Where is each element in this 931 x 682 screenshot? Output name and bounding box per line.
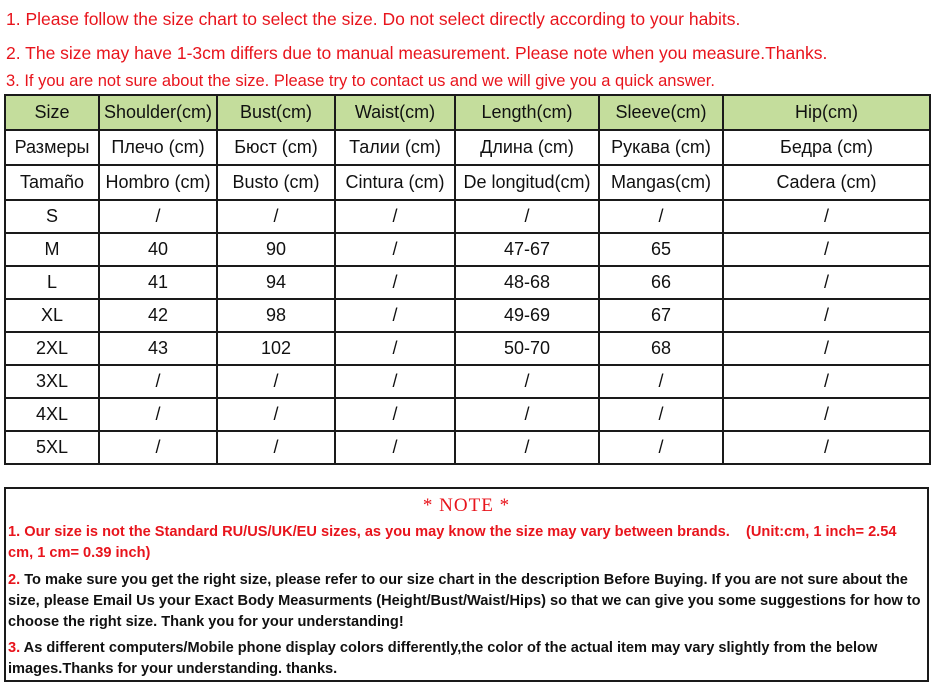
length-cell: 47-67 — [455, 233, 599, 266]
table-row — [5, 233, 930, 266]
bust-cell: 94 — [217, 266, 335, 299]
size-cell: 5XL — [5, 431, 99, 464]
shoulder-cell: 42 — [99, 299, 217, 332]
waist-cell: / — [335, 398, 455, 431]
waist-cell: / — [335, 332, 455, 365]
spanish-label-bust-cell: Busto (cm) — [217, 165, 335, 200]
length-cell: / — [455, 431, 599, 464]
sleeve-cell: 67 — [599, 299, 723, 332]
hip-cell: / — [723, 266, 930, 299]
table-row — [5, 200, 930, 233]
hip-cell: / — [723, 365, 930, 398]
sleeve-cell: / — [599, 431, 723, 464]
size-cell: 2XL — [5, 332, 99, 365]
length-cell: / — [455, 200, 599, 233]
russian-label-bust-cell: Бюст (cm) — [217, 130, 335, 165]
size-chart-table — [4, 94, 931, 465]
waist-cell: / — [335, 266, 455, 299]
spanish-label-sleeve-cell: Mangas(cm) — [599, 165, 723, 200]
shoulder-cell: 40 — [99, 233, 217, 266]
header-size-cell: Size — [5, 95, 99, 130]
note-2-text: To make sure you get the right size, please refer to our size chart in the description Before Buying. If you are not sure about the size, please Email Us your Exact Body Measurments (Height/Bust/Waist/Hips) so that we can give you some suggestions for how to choose the right size. Thank you for your understanding! — [8, 572, 921, 630]
length-cell: 50-70 — [455, 332, 599, 365]
note-1-text: 1. Our size is not the Standard RU/US/UK/EU sizes, as you may know the size may vary between brands. — [8, 524, 730, 540]
shoulder-cell: / — [99, 365, 217, 398]
russian-label-shoulder-cell: Плечо (cm) — [99, 130, 217, 165]
bust-cell: / — [217, 200, 335, 233]
table-row — [5, 266, 930, 299]
note-2-number: 2. — [8, 572, 21, 588]
spanish-label-hip-cell: Cadera (cm) — [723, 165, 930, 200]
bust-cell: / — [217, 431, 335, 464]
table-row — [5, 299, 930, 332]
russian-label-hip-cell: Бедра (cm) — [723, 130, 930, 165]
russian-label-row — [5, 130, 930, 165]
sleeve-cell: / — [599, 398, 723, 431]
size-cell: S — [5, 200, 99, 233]
note-box — [4, 487, 929, 682]
note-title: * NOTE * — [422, 495, 511, 516]
waist-cell: / — [335, 365, 455, 398]
shoulder-cell: 43 — [99, 332, 217, 365]
shoulder-cell: 41 — [99, 266, 217, 299]
length-cell: / — [455, 365, 599, 398]
spanish-label-size-cell: Tamaño — [5, 165, 99, 200]
header-shoulder-cell: Shoulder(cm) — [99, 95, 217, 130]
header-length-cell: Length(cm) — [455, 95, 599, 130]
length-cell: 48-68 — [455, 266, 599, 299]
bust-cell: 90 — [217, 233, 335, 266]
sleeve-cell: / — [599, 200, 723, 233]
note-3-number: 3. — [8, 640, 21, 656]
sleeve-cell: 66 — [599, 266, 723, 299]
hip-cell: / — [723, 332, 930, 365]
russian-label-size-cell: Размеры — [5, 130, 99, 165]
hip-cell: / — [723, 398, 930, 431]
bust-cell: 102 — [217, 332, 335, 365]
bust-cell: / — [217, 398, 335, 431]
header-row — [5, 95, 930, 130]
sleeve-cell: 68 — [599, 332, 723, 365]
spanish-label-waist-cell: Cintura (cm) — [335, 165, 455, 200]
spanish-label-shoulder-cell: Hombro (cm) — [99, 165, 217, 200]
russian-label-sleeve-cell: Рукава (cm) — [599, 130, 723, 165]
spanish-label-length-cell: De longitud(cm) — [455, 165, 599, 200]
table-row — [5, 332, 930, 365]
size-cell: L — [5, 266, 99, 299]
note-paragraph-3 — [8, 638, 923, 680]
bust-cell: 98 — [217, 299, 335, 332]
russian-label-length-cell: Длина (cm) — [455, 130, 599, 165]
size-chart-body — [5, 95, 930, 464]
waist-cell: / — [335, 233, 455, 266]
shoulder-cell: / — [99, 200, 217, 233]
waist-cell: / — [335, 200, 455, 233]
length-cell: 49-69 — [455, 299, 599, 332]
instruction-line-3: 3. If you are not sure about the size. Please try to contact us and we will give you a quick answer. — [6, 72, 715, 90]
hip-cell: / — [723, 431, 930, 464]
hip-cell: / — [723, 299, 930, 332]
header-hip-cell: Hip(cm) — [723, 95, 930, 130]
waist-cell: / — [335, 299, 455, 332]
size-cell: 4XL — [5, 398, 99, 431]
spanish-label-row — [5, 165, 930, 200]
bust-cell: / — [217, 365, 335, 398]
note-paragraph-1 — [8, 522, 923, 564]
table-row — [5, 431, 930, 464]
note-3-text: As different computers/Mobile phone display colors differently,the color of the actual item may vary slightly from the below images.Thanks for your understanding. thanks. — [8, 640, 878, 677]
russian-label-waist-cell: Талии (cm) — [335, 130, 455, 165]
length-cell: / — [455, 398, 599, 431]
sleeve-cell: / — [599, 365, 723, 398]
size-cell: M — [5, 233, 99, 266]
table-row — [5, 398, 930, 431]
instruction-line-2: 2. The size may have 1-3cm differs due to manual measurement. Please note when you measure.Thanks. — [6, 43, 828, 63]
table-row — [5, 365, 930, 398]
size-cell: XL — [5, 299, 99, 332]
shoulder-cell: / — [99, 398, 217, 431]
size-cell: 3XL — [5, 365, 99, 398]
note-paragraph-2 — [8, 570, 923, 633]
hip-cell: / — [723, 233, 930, 266]
instruction-line-1: 1. Please follow the size chart to select the size. Do not select directly according to your habits. — [6, 9, 741, 29]
hip-cell: / — [723, 200, 930, 233]
header-waist-cell: Waist(cm) — [335, 95, 455, 130]
note-1-unit: (Unit:cm, 1 inch= 2.54 cm, 1 cm= 0.39 inch) — [8, 524, 897, 561]
sleeve-cell: 65 — [599, 233, 723, 266]
shoulder-cell: / — [99, 431, 217, 464]
header-sleeve-cell: Sleeve(cm) — [599, 95, 723, 130]
waist-cell: / — [335, 431, 455, 464]
header-bust-cell: Bust(cm) — [217, 95, 335, 130]
